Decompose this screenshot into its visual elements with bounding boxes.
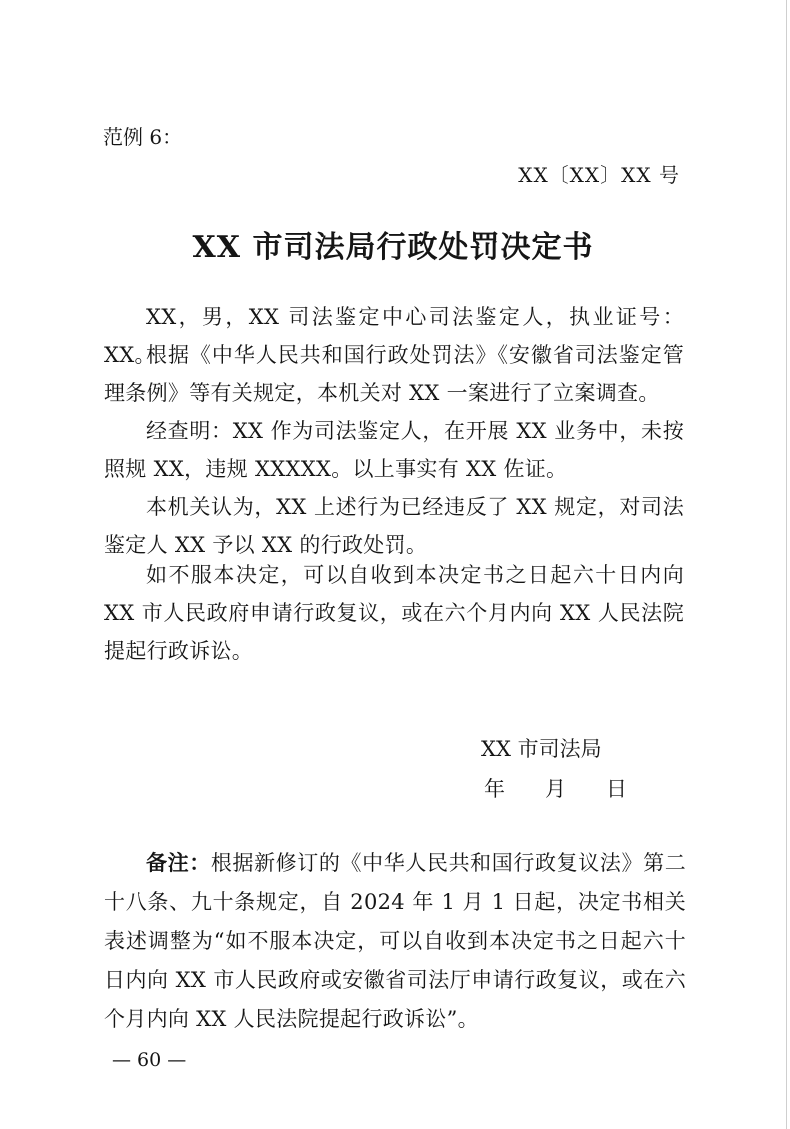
document-title: XX 市司法局行政处罚决定书 [192, 230, 594, 265]
date-line [484, 773, 627, 803]
paragraph-legal-basis: 根据《中华人民共和国行政处罚法》《安徽省司法鉴定管理条例》等有关规定，本机关对 XX 一案进行了立案调查。 [104, 343, 684, 405]
document-number: XX〔XX〕XX 号 [518, 163, 680, 187]
paragraph-appeal-rights: 如不服本决定，可以自收到本决定书之日起六十日内向 XX 市人民政府申请行政复议，或在六个月内向 XX 人民法院提起行政诉讼。 [104, 563, 684, 663]
date-day: 日 [606, 777, 627, 801]
paragraph-party-info: XX，男，XX 司法鉴定中心司法鉴定人，执业证号：XX。 [104, 305, 684, 367]
example-label: 范例 6： [103, 125, 183, 149]
page-number: — 60 — [112, 1049, 187, 1071]
note-text: 根据新修订的《中华人民共和国行政复议法》第二十八条、九十条规定，自 2024 年 1 月 1 日起，决定书相关表述调整为“如不服本决定，可以自收到本决定书之日起六十日内向 XX 市人民政府或安徽省司法厅申请行政复议，或在六个月内向 XX 人民法院提起行政诉讼”。 [104, 851, 686, 1031]
note-label: 备注： [146, 850, 211, 875]
paragraph-findings: 经查明：XX 作为司法鉴定人，在开展 XX 业务中，未按照规 XX，违规 XXXXX。以上事实有 XX 佐证。 [104, 419, 684, 481]
paragraph-decision: 本机关认为，XX 上述行为已经违反了 XX 规定，对司法鉴定人 XX 予以 XX 的行政处罚。 [104, 495, 684, 557]
note-paragraph [104, 843, 686, 1039]
date-year: 年 [484, 777, 505, 801]
date-month: 月 [545, 777, 566, 801]
issuer-signature: XX 市司法局 [481, 737, 602, 761]
page-edge-line [786, 0, 787, 1129]
